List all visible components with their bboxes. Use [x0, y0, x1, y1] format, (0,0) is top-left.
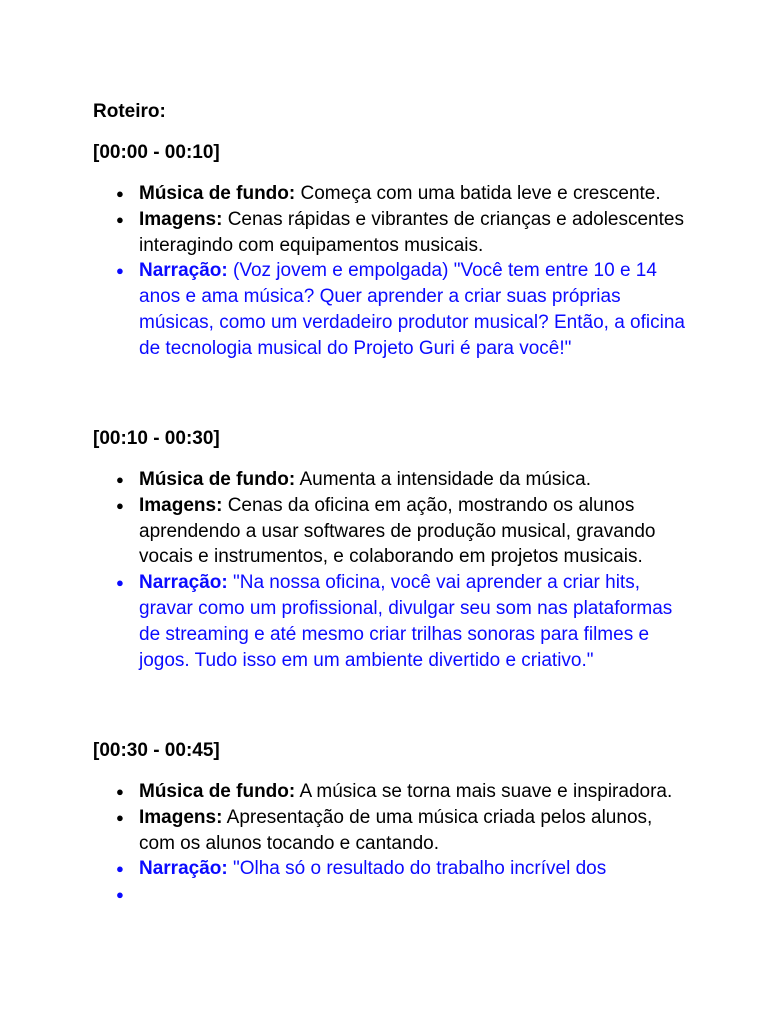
section-time-1: [00:00 - 00:10] — [93, 142, 220, 163]
item-text: "Na nossa oficina, você vai aprender a criar hits, gravar como um profissional, divulgar seu som nas plataformas de streaming e até mesmo criar trilhas sonoras para filmes e jogos. Tudo isso em um ambiente divertido e criativo." — [139, 572, 673, 671]
list-item-images — [93, 207, 693, 259]
list-item-background-music — [93, 467, 693, 493]
item-label: Narração: — [139, 260, 228, 282]
item-label: Música de fundo: — [139, 781, 296, 802]
bullet-icon: ● — [116, 472, 124, 487]
list-item-narration — [93, 570, 693, 673]
bullet-icon: ● — [116, 784, 124, 799]
list-item-narration — [93, 856, 693, 882]
item-text: Começa com uma batida leve e crescente. — [295, 183, 661, 204]
item-text: Aumenta a intensidade da música. — [295, 469, 591, 490]
item-label: Imagens: — [139, 494, 223, 516]
list-item-narration — [93, 258, 693, 361]
section-list-1 — [93, 181, 693, 362]
item-label: Narração: — [139, 858, 228, 880]
item-label: Imagens: — [139, 806, 223, 828]
item-label: Narração: — [139, 572, 228, 594]
item-label: Música de fundo: — [139, 469, 296, 490]
item-text: Cenas da oficina em ação, mostrando os alunos aprendendo a usar softwares de produção musical, gravando vocais e instrumentos, e colaborando em projetos musicais. — [139, 494, 656, 568]
bullet-icon: ● — [116, 263, 124, 279]
list-item-background-music — [93, 181, 693, 207]
item-text: "Olha só o resultado do trabalho incrível dos — [227, 858, 607, 880]
list-item-empty — [93, 882, 693, 908]
bullet-icon: ● — [116, 186, 124, 201]
list-item-images — [93, 493, 693, 570]
section-list-3 — [93, 779, 693, 908]
bullet-icon: ● — [116, 211, 124, 227]
bullet-icon: ● — [116, 887, 124, 903]
bullet-icon: ● — [116, 497, 124, 513]
item-label: Música de fundo: — [139, 183, 296, 204]
script-title: Roteiro: — [93, 101, 166, 122]
bullet-icon: ● — [116, 861, 124, 877]
section-list-2 — [93, 467, 693, 673]
item-label: Imagens: — [139, 208, 223, 230]
item-text: Apresentação de uma música criada pelos alunos, com os alunos tocando e cantando. — [139, 806, 653, 854]
section-time-2: [00:10 - 00:30] — [93, 428, 220, 449]
item-text: A música se torna mais suave e inspiradora. — [295, 781, 673, 802]
bullet-icon: ● — [116, 575, 124, 591]
bullet-icon: ● — [116, 809, 124, 825]
list-item-background-music — [93, 779, 693, 805]
item-text: (Voz jovem e empolgada) "Você tem entre 10 e 14 anos e ama música? Quer aprender a criar suas próprias músicas, como um verdadeiro produtor musical? Então, a oficina de tecnologia musical do Projeto Guri é para você!" — [139, 260, 685, 359]
section-time-3: [00:30 - 00:45] — [93, 740, 220, 761]
item-text: Cenas rápidas e vibrantes de crianças e adolescentes interagindo com equipamentos musicais. — [139, 208, 684, 256]
list-item-images — [93, 805, 693, 857]
